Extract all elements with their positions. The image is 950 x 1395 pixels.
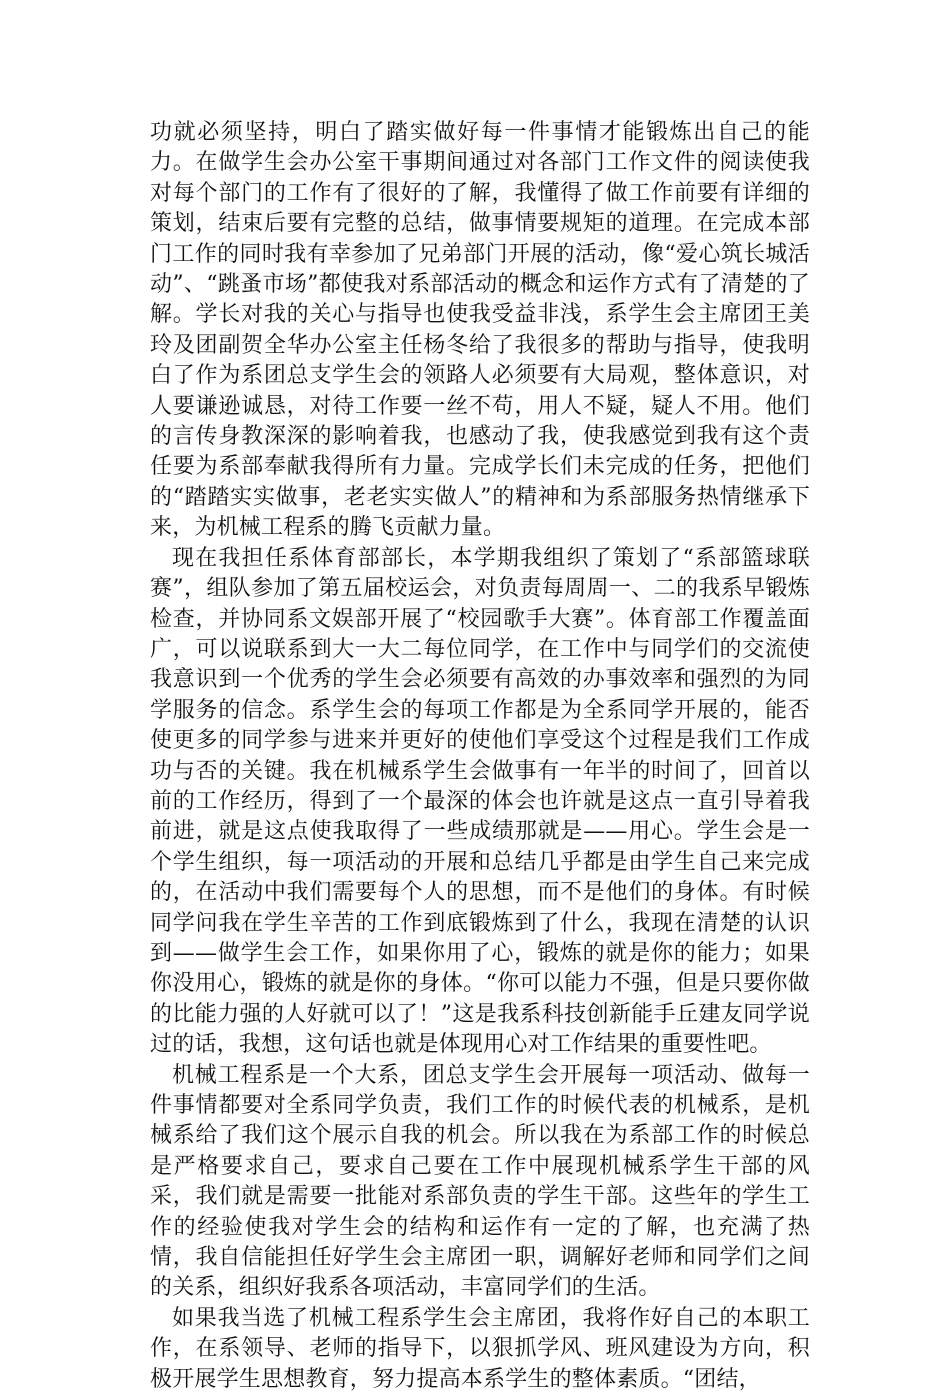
paragraph-4: 如果我当选了机械工程系学生会主席团，我将作好自己的本职工作，在系领导、老师的指导下，以狠抓学风、班风建设为方向，积极开展学生思想教育，努力提高本系学生的整体素质。“团结，	[150, 1305, 810, 1392]
paragraph-3: 机械工程系是一个大系，团总支学生会开展每一项活动、做每一件事情都要对全系同学负责，我们工作的时候代表的机械系，是机械系给了我们这个展示自我的机会。所以我在为系部工作的时候总是严格要求自己，要求自己要在工作中展现机械系学生干部的风采，我们就是需要一批能对系部负责的学生干部。这些年的学生工作的经验使我对学生会的结构和运作有一定的了解，也充满了热情，我自信能担任好学生会主席团一职，调解好老师和同学们之间的关系，组织好我系各项活动，丰富同学们的生活。	[150, 1062, 810, 1301]
body-text	[150, 118, 810, 1395]
paragraph-2: 现在我担任系体育部部长，本学期我组织了策划了“系部篮球联赛”，组队参加了第五届校运会，对负责每周周一、二的我系早锻炼检查，并协同系文娱部开展了“校园歌手大赛”。体育部工作覆盖面广，可以说联系到大一大二每位同学，在工作中与同学们的交流使我意识到一个优秀的学生会必须要有高效的办事效率和强烈的为同学服务的信念。系学生会的每项工作都是为全系同学开展的，能否使更多的同学参与进来并更好的使他们享受这个过程是我们工作成功与否的关键。我在机械系学生会做事有一年半的时间了，回首以前的工作经历，得到了一个最深的体会也许就是这点一直引导着我前进，就是这点使我取得了一些成绩那就是——用心。学生会是一个学生组织，每一项活动的开展和总结几乎都是由学生自己来完成的，在活动中我们需要每个人的思想，而不是他们的身体。有时候同学问我在学生辛苦的工作到底锻炼到了什么，我现在清楚的认识到——做学生会工作，如果你用了心，锻炼的就是你的能力；如果你没用心，锻炼的就是你的身体。“你可以能力不强，但是只要你做的比能力强的人好就可以了！”这是我系科技创新能手丘建友同学说过的话，我想，这句话也就是体现用心对工作结果的重要性吧。	[150, 545, 810, 1058]
paragraph-1: 功就必须坚持，明白了踏实做好每一件事情才能锻炼出自己的能力。在做学生会办公室干事期间通过对各部门工作文件的阅读使我对每个部门的工作有了很好的了解，我懂得了做工作前要有详细的策划，结束后要有完整的总结，做事情要规矩的道理。在完成本部门工作的同时我有幸参加了兄弟部门开展的活动，像“爱心筑长城活动”、“跳蚤市场”都使我对系部活动的概念和运作方式有了清楚的了解。学长对我的关心与指导也使我受益非浅，系学生会主席团王美玲及团副贺全华办公室主任杨冬给了我很多的帮助与指导，使我明白了作为系团总支学生会的领路人必须要有大局观，整体意识，对人要谦逊诚恳，对待工作要一丝不苟，用人不疑，疑人不用。他们的言传身教深深的影响着我，也感动了我，使我感觉到我有这个责任要为系部奉献我得所有力量。完成学长们未完成的任务，把他们的“踏踏实实做事，老老实实做人”的精神和为系部服务热情继承下来，为机械工程系的腾飞贡献力量。	[150, 120, 810, 541]
